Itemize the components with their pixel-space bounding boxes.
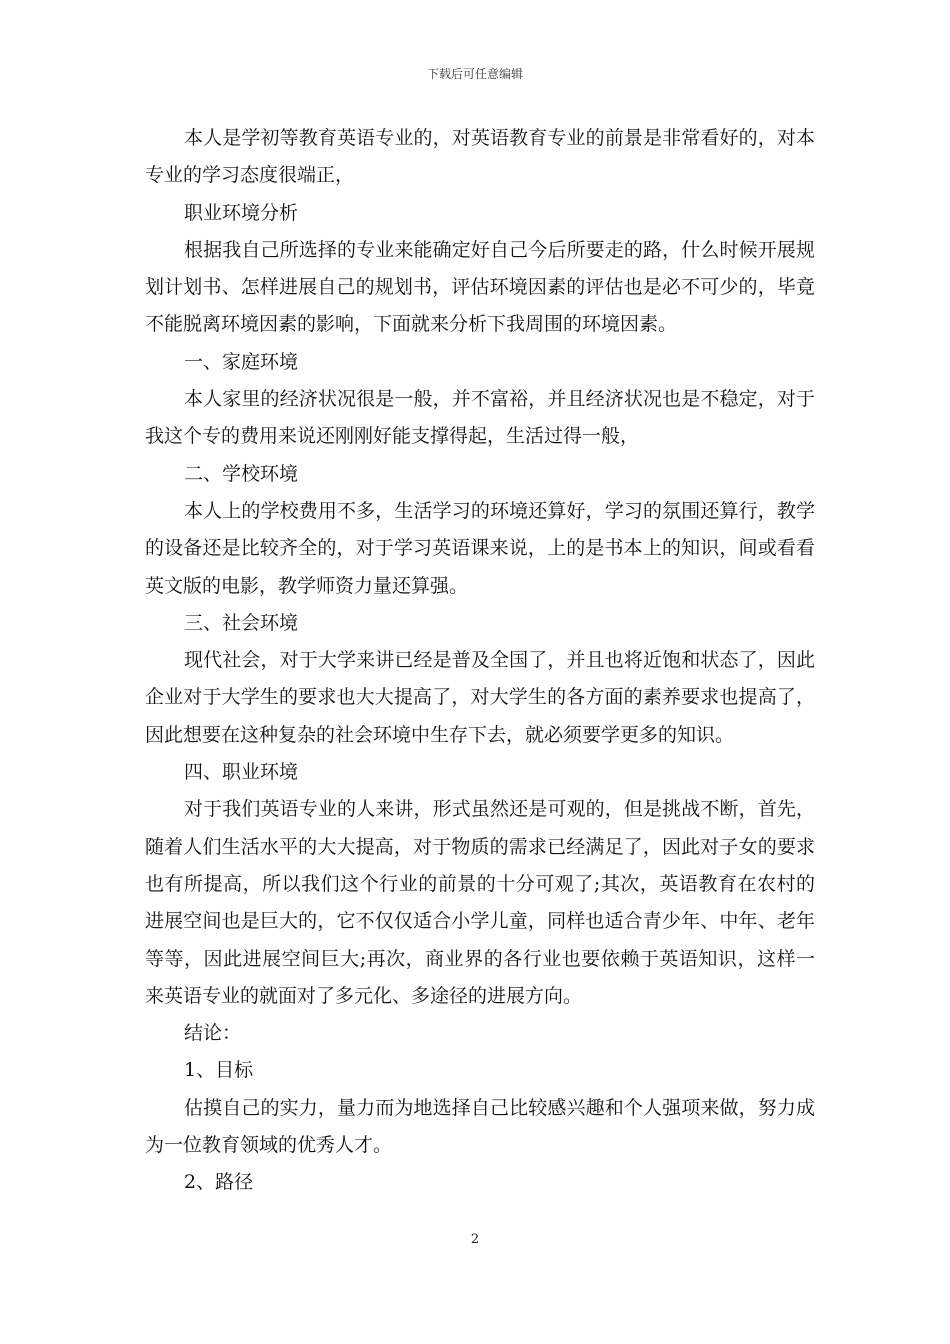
- school-paragraph: 本人上的学校费用不多，生活学习的环境还算好，学习的氛围还算行，教学的设备还是比较齐全的，对于学习英语课来说，上的是书本上的知识，间或看看英文版的电影，教学师资力量还算强。: [145, 499, 815, 597]
- social-paragraph: 现代社会，对于大学来讲已经是普及全国了，并且也将近饱和状态了，因此企业对于大学生的要求也大大提高了，对大学生的各方面的素养要求也提高了，因此想要在这种复杂的社会环境中生存下去，就必须要学更多的知识。: [145, 649, 815, 746]
- job-paragraph: 对于我们英语专业的人来讲，形式虽然还是可观的，但是挑战不断，首先，随着人们生活水平的大大提高，对于物质的需求已经满足了，因此对子女的要求也有所提高，所以我们这个行业的前景的十分可观了;其次，英语教育在农村的进展空间也是巨大的，它不仅仅适合小学儿童，同样也适合青少年、中年、老年等等，因此进展空间巨大;再次，商业界的各行业也要依赖于英语知识，这样一来英语专业的就面对了多元化、多途径的进展方向。: [145, 798, 815, 1007]
- heading-job-environment: 四、职业环境: [184, 761, 299, 784]
- heading-social-environment: 三、社会环境: [184, 611, 299, 634]
- document-body: [145, 120, 815, 1202]
- heading-school-environment: 二、学校环境: [184, 462, 299, 485]
- page-header: 下载后可任意编辑: [426, 67, 523, 81]
- section-heading-career-environment: 职业环境分析: [184, 201, 299, 224]
- heading-conclusion: 结论：: [184, 1022, 242, 1045]
- heading-goal: 1、目标: [184, 1059, 254, 1082]
- heading-family-environment: 一、家庭环境: [184, 350, 299, 373]
- analysis-paragraph: 根据我自己所选择的专业来能确定好自己今后所要走的路，什么时候开展规划计划书、怎样进展自己的规划书，评估环境因素的评估也是必不可少的，毕竟不能脱离环境因素的影响，下面就来分析下我周围的环境因素。: [145, 238, 815, 336]
- goal-paragraph: 估摸自己的实力，量力而为地选择自己比较感兴趣和个人强项来做，努力成为一位教育领域的优秀人才。: [145, 1096, 815, 1157]
- page-number: 2: [470, 1232, 480, 1247]
- family-paragraph: 本人家里的经济状况很是一般，并不富裕，并且经济状况也是不稳定，对于我这个专的费用来说还刚刚好能支撑得起，生活过得一般，: [145, 388, 815, 448]
- heading-path: 2、路径: [184, 1171, 254, 1194]
- intro-paragraph: 本人是学初等教育英语专业的，对英语教育专业的前景是非常看好的，对本专业的学习态度很端正，: [145, 127, 815, 187]
